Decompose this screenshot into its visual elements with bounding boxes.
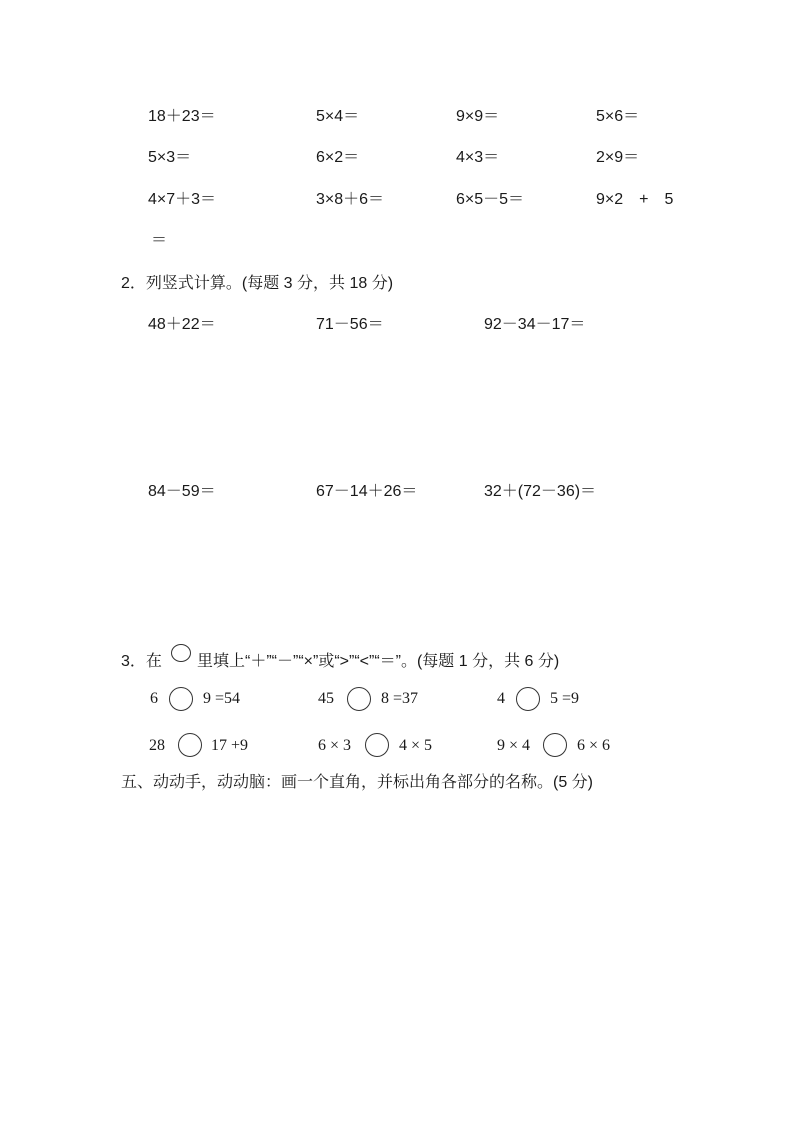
section-5-heading: 五、动动手，动动脑：画一个直角，并标出角各部分的名称。(5 分) xyxy=(121,774,594,791)
overflow-equals: ＝ xyxy=(151,232,168,249)
problem-1-2: 5×4＝ xyxy=(316,108,360,125)
compare-6-answer-circle[interactable] xyxy=(543,733,567,757)
compare-4-answer-circle[interactable] xyxy=(178,733,202,757)
compare-6-right: 6 × 6 xyxy=(577,737,611,754)
section-2-heading: 2．列竖式计算。(每题 3 分，共 18 分) xyxy=(121,275,394,292)
compare-4-left: 28 xyxy=(149,737,165,754)
compare-1-left: 6 xyxy=(150,690,158,707)
compare-3-answer-circle[interactable] xyxy=(516,687,540,711)
compare-5-answer-circle[interactable] xyxy=(365,733,389,757)
problem-2-3: 4×3＝ xyxy=(456,149,500,166)
problem-3-2: 3×8＋6＝ xyxy=(316,191,385,208)
compare-2-answer-circle[interactable] xyxy=(347,687,371,711)
heading-circle-icon xyxy=(171,644,191,662)
problem-1-4: 5×6＝ xyxy=(596,108,640,125)
problem-2-1: 5×3＝ xyxy=(148,149,192,166)
problem-2-2: 6×2＝ xyxy=(316,149,360,166)
compare-6-left: 9 × 4 xyxy=(497,737,531,754)
problem-3-4: 9×2 + 5 xyxy=(596,191,674,208)
compare-5-right: 4 × 5 xyxy=(399,737,433,754)
compare-2-right: 8 =37 xyxy=(381,690,419,707)
vertical-problem-3: 92－34－17＝ xyxy=(484,316,586,333)
compare-4-right: 17 +9 xyxy=(211,737,249,754)
vertical-problem-2: 71－56＝ xyxy=(316,316,384,333)
compare-2-left: 45 xyxy=(318,690,334,707)
section-3-heading-prefix: 3．在 xyxy=(121,653,162,670)
vertical-problem-1: 48＋22＝ xyxy=(148,316,216,333)
problem-2-4: 2×9＝ xyxy=(596,149,640,166)
problem-3-3: 6×5－5＝ xyxy=(456,191,525,208)
compare-1-right: 9 =54 xyxy=(203,690,241,707)
problem-1-1: 18＋23＝ xyxy=(148,108,216,125)
section-3-heading-suffix: 里填上“＋”“－”“×”或“>”“<”“＝”。(每题 1 分，共 6 分) xyxy=(197,653,560,670)
compare-3-right: 5 =9 xyxy=(550,690,580,707)
vertical-problem-5: 67－14＋26＝ xyxy=(316,483,418,500)
vertical-problem-6: 32＋(72－36)＝ xyxy=(484,483,597,500)
vertical-problem-4: 84－59＝ xyxy=(148,483,216,500)
problem-1-3: 9×9＝ xyxy=(456,108,500,125)
compare-3-left: 4 xyxy=(497,690,505,707)
compare-1-answer-circle[interactable] xyxy=(169,687,193,711)
problem-3-1: 4×7＋3＝ xyxy=(148,191,217,208)
compare-5-left: 6 × 3 xyxy=(318,737,352,754)
